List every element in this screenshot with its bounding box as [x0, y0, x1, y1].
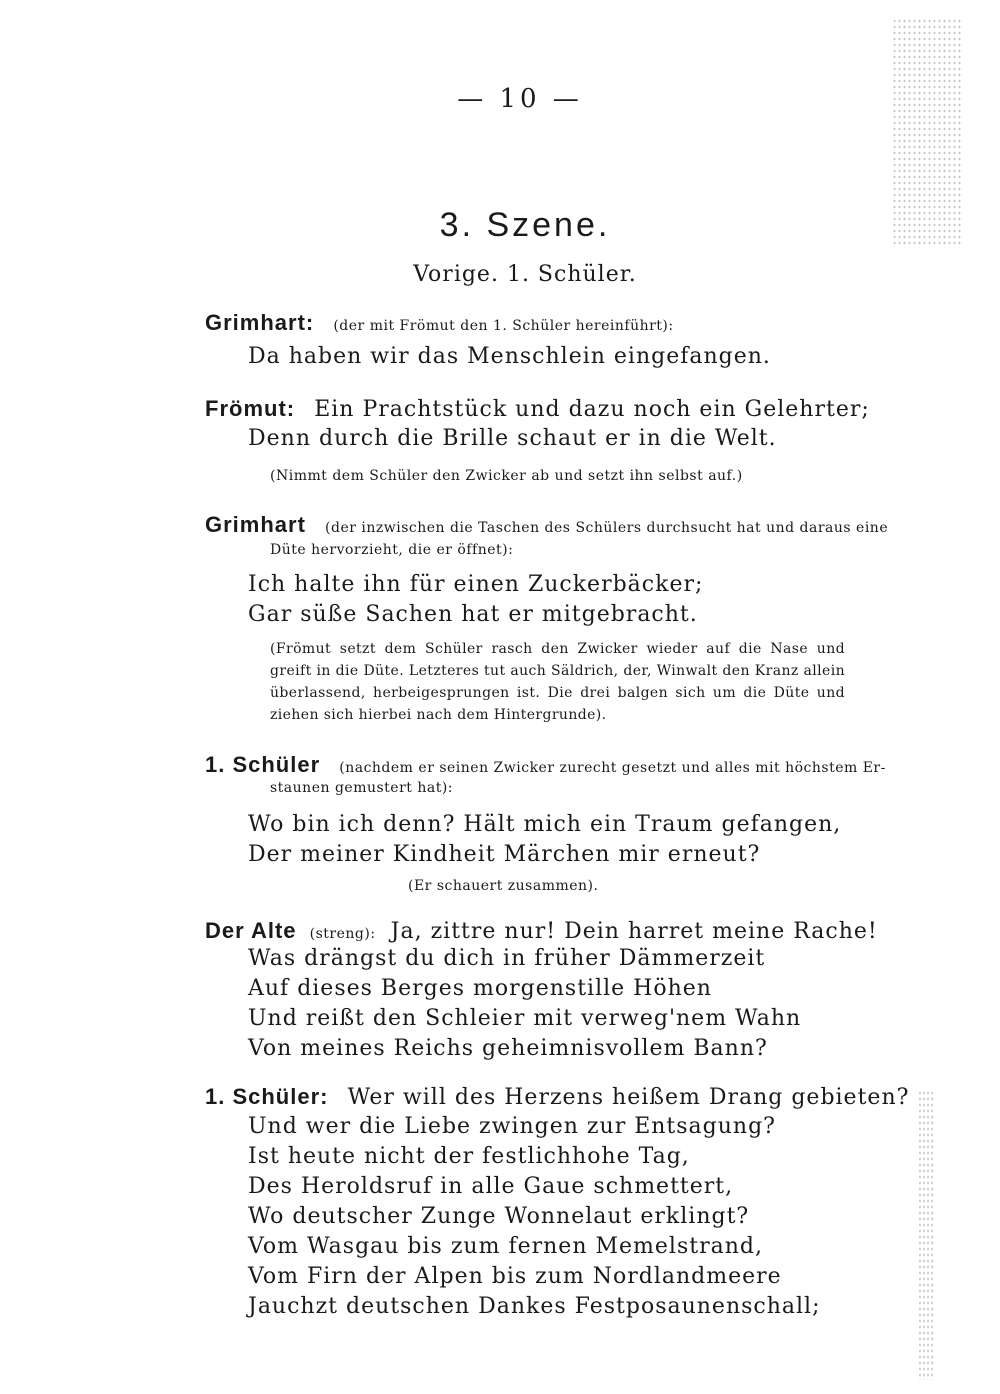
verse-line: Da haben wir das Menschlein eingefangen. [248, 344, 771, 369]
verse-line: Und reißt den Schleier mit verweg'nem Wahn [248, 1006, 802, 1031]
speaker-name: Grimhart: [205, 310, 315, 335]
stage-direction: (Frömut setzt dem Schüler rasch den Zwicker wieder auf die Nase und greift in die Düte. Letzteres tut auch Säldrich, der, Winwalt den Kranz allein überlassend, herbeigesprungen ist. Die drei balgen sich um die Düte und ziehen sich hierbei nach dem Hintergrunde). [270, 641, 845, 723]
dialogue-line [205, 752, 886, 778]
verse-line: Und wer die Liebe zwingen zur Entsagung? [248, 1114, 776, 1139]
verse-line: Vom Wasgau bis zum fernen Memelstrand, [248, 1234, 763, 1259]
verse-line: Wo bin ich denn? Hält mich ein Traum gefangen, [248, 812, 842, 837]
stage-direction: (Er schauert zusammen). [408, 878, 599, 894]
stage-direction: (Nimmt dem Schüler den Zwicker ab und setzt ihn selbst auf.) [270, 468, 743, 484]
verse-line: Jauchzt deutschen Dankes Festposaunenschall; [248, 1294, 821, 1319]
stage-direction: Düte hervorzieht, die er öffnet): [270, 542, 514, 558]
stage-direction: staunen gemustert hat): [270, 780, 454, 796]
speaker-name: 1. Schüler [205, 752, 321, 777]
verse-line: Denn durch die Brille schaut er in die Welt. [248, 426, 777, 451]
stage-direction: (der inzwischen die Taschen des Schülers durchsucht hat und daraus eine [325, 520, 889, 536]
verse-line: Wer will des Herzens heißem Drang gebieten? [347, 1085, 910, 1110]
dialogue-line [205, 918, 878, 944]
scene-title: 3. Szene. [439, 206, 611, 244]
stage-direction: (streng): [309, 926, 376, 942]
scan-noise-right-edge [918, 1090, 934, 1380]
verse-block [248, 810, 841, 870]
verse-line: Gar süße Sachen hat er mitgebracht. [248, 602, 698, 627]
verse-line: Was drängst du dich in früher Dämmerzeit [248, 946, 766, 971]
verse-line: Ja, zittre nur! Dein harret meine Rache! [390, 919, 878, 944]
verse-line: Auf dieses Berges morgenstille Höhen [248, 976, 712, 1001]
verse-line: Von meines Reichs geheimnisvollem Bann? [248, 1036, 768, 1061]
stage-direction: (der mit Frömut den 1. Schüler hereinführt): [333, 318, 674, 334]
verse-line: Ist heute nicht der festlichhohe Tag, [248, 1144, 690, 1169]
dialogue-line [205, 396, 870, 422]
verse-line: Vom Firn der Alpen bis zum Nordlandmeere [248, 1264, 782, 1289]
dialogue-line [205, 310, 674, 336]
verse-line: Wo deutscher Zunge Wonnelaut erklingt? [248, 1204, 750, 1229]
verse-line: Der meiner Kindheit Märchen mir erneut? [248, 842, 761, 867]
speaker-name: 1. Schüler: [205, 1084, 329, 1109]
speaker-name: Grimhart [205, 512, 306, 537]
scene-characters: Vorige. 1. Schüler. [413, 262, 637, 287]
speaker-name: Der Alte [205, 918, 297, 943]
verse-block [248, 944, 801, 1064]
verse-line: Ein Prachtstück und dazu noch ein Gelehrter; [314, 397, 870, 422]
stage-direction: (nachdem er seinen Zwicker zurecht gesetzt und alles mit höchstem Er- [339, 760, 886, 776]
verse-line: Des Heroldsruf in alle Gaue schmettert, [248, 1174, 734, 1199]
verse-block [248, 570, 703, 630]
dialogue-line [205, 512, 888, 538]
page-number: — 10 — [457, 84, 583, 114]
dialogue-line [205, 1084, 909, 1110]
verse-line: Ich halte ihn für einen Zuckerbäcker; [248, 572, 704, 597]
speaker-name: Frömut: [205, 396, 296, 421]
verse-block [248, 1112, 821, 1322]
